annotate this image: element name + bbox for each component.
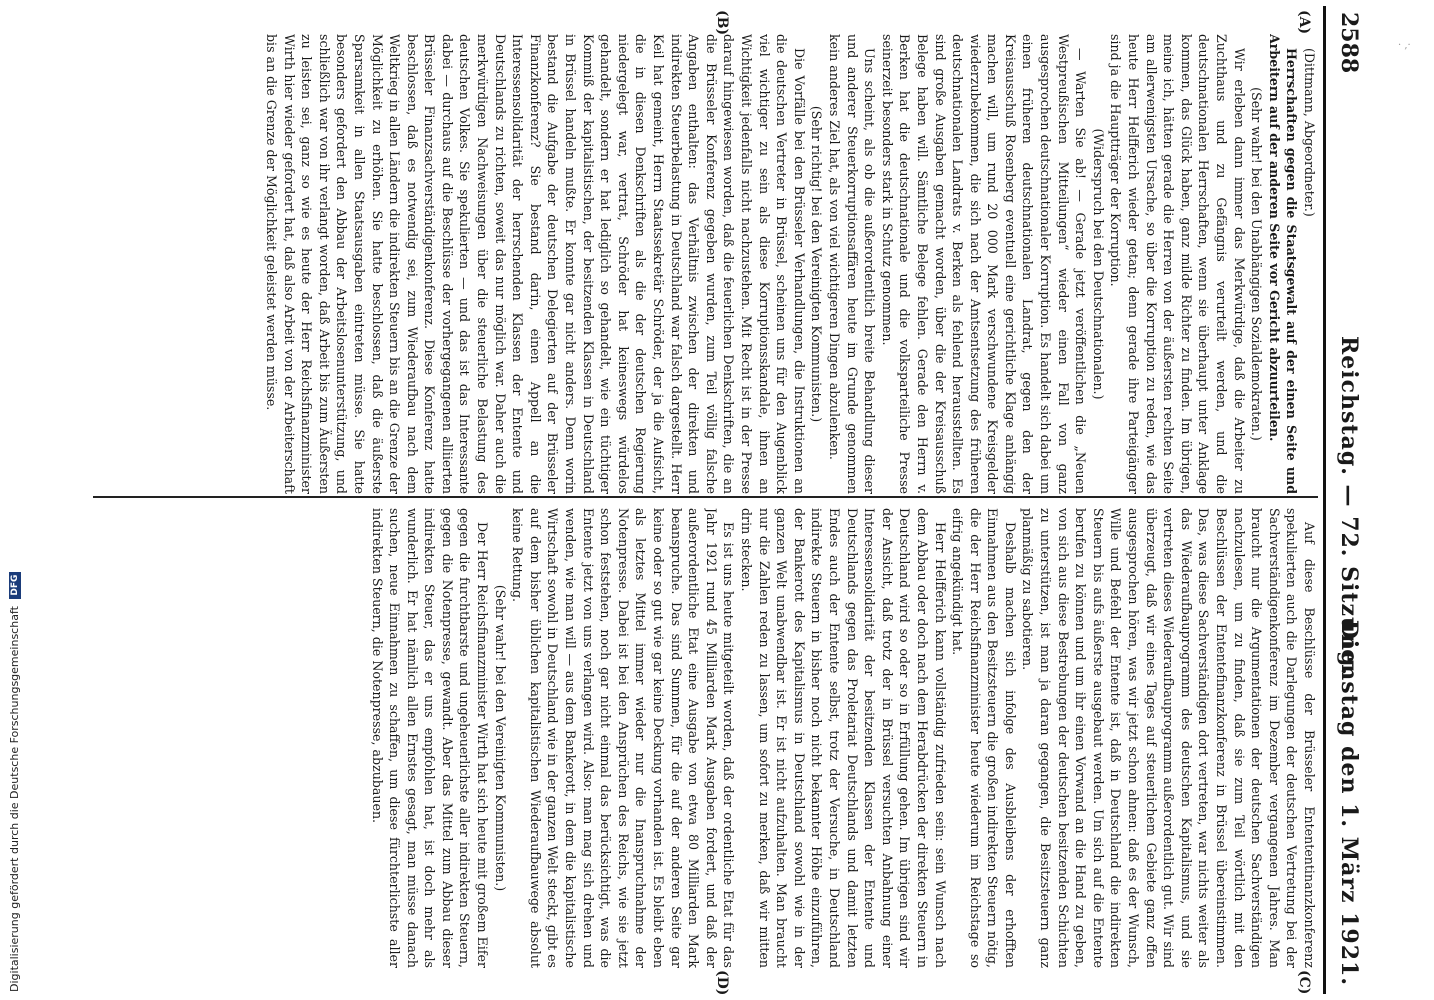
footer-text: Digitalisierung gefördert durch die Deutsche Forschungsgemeinschaft — [8, 606, 21, 992]
paragraph: Deshalb machen sich infolge des Ausbleibens der erhofften Einnahmen aus den Besitzsteuern die großen indirekten Steuern nötig, die der Herr Reichsfinanzminister heute wiederum im Reichstage so eifrig angekündigt hat. — [950, 508, 1018, 968]
page-header — [1330, 6, 1370, 994]
scan-mark: · ,· — [1398, 40, 1411, 51]
paragraph: Es ist uns heute mitgeteilt worden, daß der ordentliche Etat für das Jahr 1921 rund 45 Milliarden Mark Ausgaben fordert, und daß der außerordentliche Etat eine Ausgabe von etwa 80 Milliarden Mark beanspruche. Das sind Summen, für die auf der anderen Seite gar keine oder so gut wie gar keine Deckung vorhanden ist. Es bleibt eben als letztes Mittel immer wieder nur die Inanspruchnahme der Notenpresse. Dabei ist bei den Ansprüchen des Reichs, wie sie jetzt schon feststehen, noch gar nicht einmal das berücksichtigt, was die Entente jetzt von uns verlangen wird. Also: man mag sich drehen und wenden, wie man will — aus dem Bankerott, in dem die kapitalistische Wirtschaft sowohl in Deutschland wie in der ganzen Welt steckt, gibt es auf dem bisher üblichen kapitalistischen Wiederaufbauwege absolut keine Rettung. — [510, 508, 737, 968]
margin-marker-d: (D) — [714, 970, 730, 996]
margin-marker-a: (A) — [1296, 10, 1312, 35]
paragraph: (Sehr richtig! bei den Vereinigten Kommunisten.) — [809, 105, 825, 423]
margin-marker-c: (C) — [1296, 970, 1312, 995]
margin-marker-b: (B) — [714, 10, 730, 36]
paragraph: Die Vorfälle bei den Brüsseler Verhandlungen, die Instruktionen an die deutschen Vertreter in Brüssel, scheinen uns für den Augenblick viel wichtiger zu sein als diese Korruptionsskandale, ihnen an Wichtigkeit jedenfalls nicht nachzustehen. Mit Recht ist in der Presse darauf hingewiesen worden, daß die feuerlichen Denkschriften, die an die Brüsseler Konferenz gegeben wurden, zum Teil völlig falsche Angaben enthalten: das Verhältnis zwischen der direkten und indirekten Steuerbelastung in Deutschland war falsch dargestellt. Herr Keil hat gemeint, Herrn Staatssekretär Schröder, der ja die Aufsicht, die in diesen Denkschriften als die der deutschen Regierung niedergelegt war, vertrat, Schröder hat keineswegs würdelos gehandelt, sondern er hat lediglich so gehandelt, wie ein tüchtiger Kommiß der kapitalistischen, der besitzenden Klassen in Deutschland in Brüssel handeln mußte. Er konnte gar nicht anders. Denn worin bestand die Aufgabe der deutschen Delegierten auf der Brüsseler Finanzkonferenz? Sie bestand darin, einen Appell an die Interessensolidarität der herrschenden Klassen der Entente und Deutschlands zu richten, soweit das nur möglich war. Daher auch die merkwürdigen Nachweisungen über die steuerliche Belastung des deutschen Volkes. Sie spekulierten — und das ist das Interessante dabei — durchaus auf die Beschlüsse der vorhergegangenen alliierten Brüsseler Finanzsachverständigenkonferenz. Diese Konferenz hatte beschlossen, daß es notwendig sei, zum Wiederaufbau nach dem Weltkrieg in allen Ländern die indirekten Steuern bis an die Grenze der Möglichkeit zu erhöhen. Sie hatte beschlossen, daß die äußerste Sparsamkeit in allen Staatsausgaben eintreten müsse. Sie hatte besonders gefordert den Abbau der Arbeitslosenunterstützung, und schließlich war von ihr verlangt worden, daß Arbeit bis zum Äußersten zu leisten sei, ganz so wie es heute der Herr Reichsfinanzminister Wirth hier wieder gefordert hat, daß also Arbeit von der Arbeiterschaft bis an die Grenze der Möglichkeit geleistet werden müsse. — [263, 34, 807, 494]
column-divider — [93, 496, 1318, 498]
paragraph: (Dittmann, Abgeordneter.) — [1302, 48, 1317, 217]
paragraph: Uns scheint, als ob die außerordentlich breite Behandlung dieser und anderer Steuerkorruptionsaffären heute im Grunde genommen kein anderes Ziel hat, als von viel wichtigeren Dingen abzulenken. — [826, 34, 878, 494]
paragraph: Herr Helfferich kann vollständig zufrieden sein: sein Wunsch nach dem Abbau oder doch nach dem Herabdrücken der direkten Steuern in Deutschland wird so oder so in Erfüllung gehen. Im übrigen sind wir der Ansicht, daß trotz der in Brüssel versuchten Anbahnung einer Interessensolidarität der besitzenden Klassen der Entente und Deutschlands gegen das Proletariat Deutschlands und damit letzten Endes auch der Entente selbst, trotz der Versuche, in Deutschland indirekte Steuern in bisher noch nicht bekannter Höhe einzuführen, der Bankerott des Kapitalismus in Deutschland sowohl wie in der ganzen Welt unabwendbar ist. Er ist nicht aufzuhalten. Man braucht nur die Zahlen reden zu lassen, um sofort zu merken, daß wir mitten drin stecken. — [739, 508, 948, 968]
left-column — [93, 34, 1318, 494]
paragraph: Auf diese Beschlüsse der Brüsseler Entententinanzkonferenz spekulierten auch die Darlegungen der deutschen Vertretung bei der Sachverständigenkonferenz im Dezember vergangenen Jahres. Man braucht nur die Argumentationen der deutschen Sachverständigen nachzulesen, um zu finden, daß sie zum Teil wörtlich mit den Beschlüssen der Ententefinanzkonferenz in Brüssel übereinstimmen. Das, was diese Sachverständigen dort vertreten, war nichts weiter als das Wiederaufbauprogramm des deutschen Kapitalismus, und sie vertreten dieses Wiederaufbauprogramm außerordentlich gut. Wir sind überzeugt, daß wir eines Tages auf steuerlichem Gebiete ganz offen ausgesprochen hören, was wir jetzt schon ahnen: daß es der Wunsch, Wille und Befehl der Entente ist, daß in Deutschland die indirekten Steuern bis aufs äußerste ausgebaut werden. Um sich auf die Entente berufen zu können und um ihr einen Vorwand an die Hand zu geben, von sich aus diese Bestrebungen der deutschen besitzenden Schichten zu unterstützen, ist man ja daran gegangen, die Besitzsteuern ganz planmäßig zu sabotieren. — [1020, 508, 1317, 968]
paragraph: (Sehr wahr! bei den Vereinigten Kommunisten.) — [492, 584, 508, 892]
session-date: Dienstag den 1. März 1921. — [1336, 619, 1362, 986]
page-number: 2588 — [1336, 12, 1362, 74]
right-column — [93, 508, 1318, 968]
paragraph: (Widerspruch bei den Deutschnationalen.) — [1090, 128, 1106, 400]
paragraph: Herrschaften gegen die Staatsgewalt auf der einen Seite und Arbeitern auf der anderen Seite vor Gericht abzuurteilen. — [1266, 34, 1300, 494]
page-title: Reichstag. — 72. Sitzung. — [1336, 336, 1362, 677]
paragraph: Der Herr Reichsfinanzminister Wirth hat sich heute mit großem Eifer gegen die furchtbarste und ungeheuerlichste aller indirekten Steuern, gegen die Notenpresse, gewandt. Aber das Mittel zum Abbau dieser indirekten Steuer, das er uns empfohlen hat, ist doch mehr als wunderlich. Er hat nämlich allen Ernstes gesagt, man müsse danach suchen, neue Einnahmen zu schaffen, um diese fürchterlichste aller indirekten Steuern, die Notenpresse, abzubauen. — [369, 508, 491, 968]
dfg-logo: DFG — [9, 572, 21, 599]
paragraph: Wir erleben dann immer das Merkwürdige, daß die Arbeiter zu Zuchthaus und zu Gefängnis verurteilt werden, und die deutschnationalen Herrschaften, wenn sie überhaupt unter Anklage kommen, das Glück haben, ganz milde Richter zu finden. Im übrigen, meine ich, hätten gerade die Herren von der äußersten rechten Seite am allerwenigsten Ursache, so über die Korruption zu reden, wie das heute Herr Helfferich wieder getan; denn gerade ihre Parteigänger sind ja die Hauptträger der Korruption. — [1108, 34, 1247, 494]
footer-credit — [8, 572, 21, 992]
header-rule — [1323, 6, 1326, 994]
paragraph: — Warten Sie ab! — Gerade jetzt veröffentlichen die „Neuen Westpreußischen Mitteilungen“ wieder einen Fall von ganz ausgesprochen deutschnationaler Korruption. Es handelt sich dabei um einen früheren deutschnationalen Landrat, gegen den der Kreisausschuß Rosenberg eventuell eine gerichtliche Klage anhängig machen will, um rund 20 000 Mark verschwundene Kreisgelder wiederzubekommen, die sich nach der Amtsentsetzung des früheren deutschnationalen Landrats v. Berken als fehlend herausstellten. Es sind große Ausgaben gemacht worden, über die der Kreisausschuß Belege haben will. Sämtliche Belege fehlen. Gerade den Herrn v. Berken hat die deutschnationale und die volksparteiliche Presse seinerzeit besonders stark in Schutz genommen. — [879, 34, 1089, 494]
newspaper-page — [80, 6, 1370, 994]
paragraph: (Sehr wahr! bei den Unabhängigen Sozialdemokraten.) — [1249, 87, 1265, 441]
